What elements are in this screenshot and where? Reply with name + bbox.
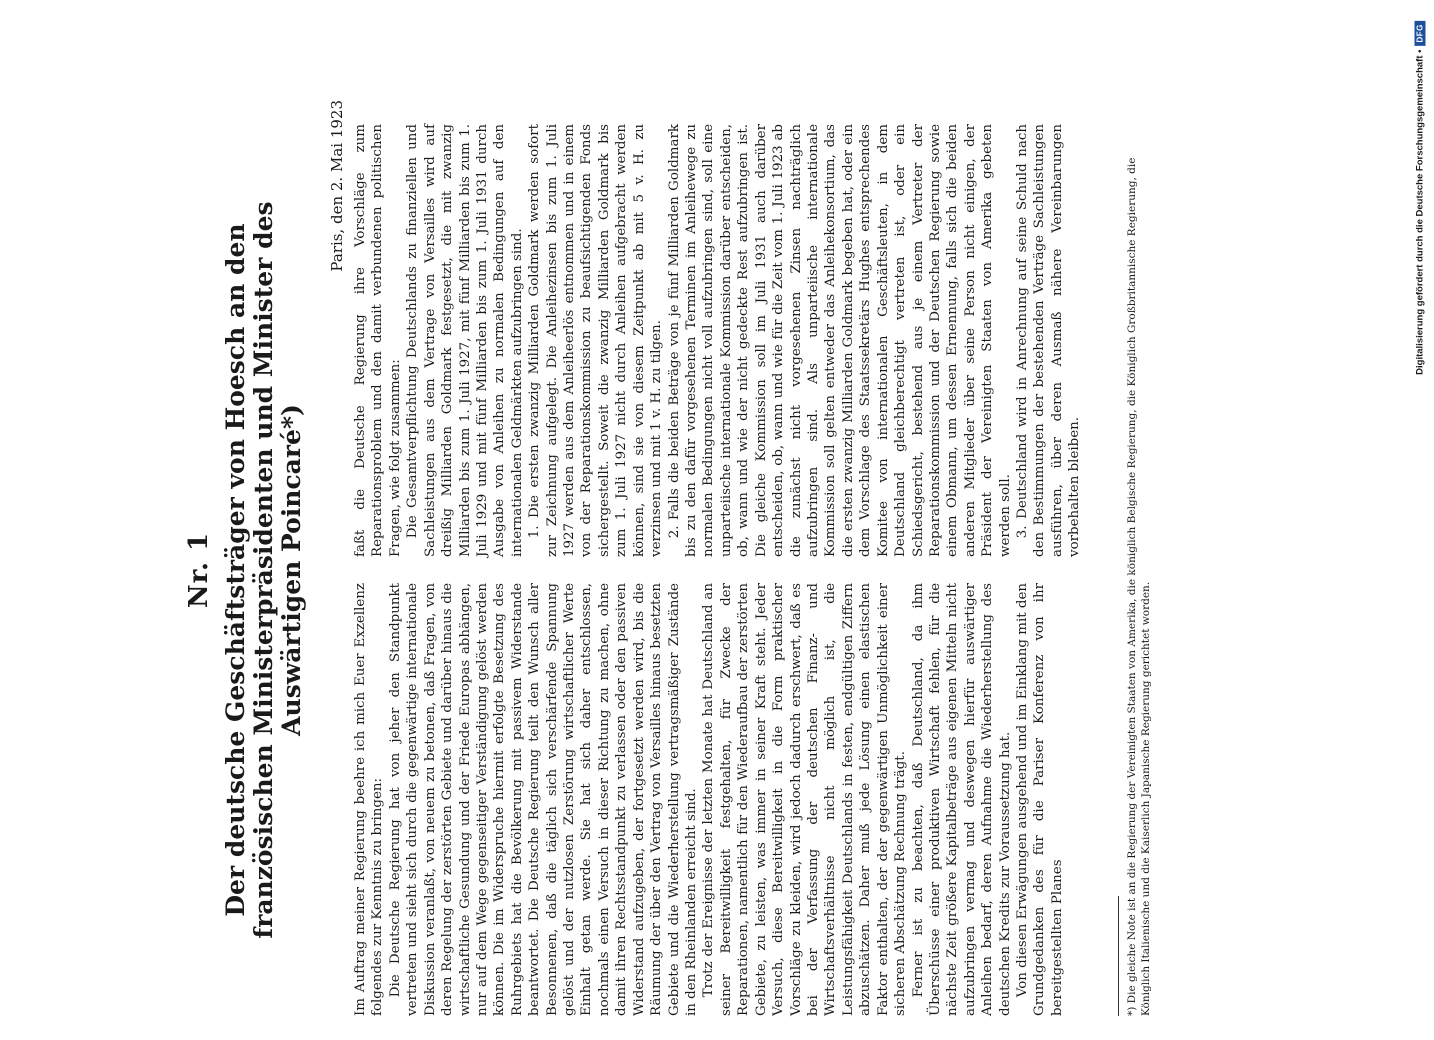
paragraph: Trotz der Ereignisse der letzten Monate hat Deutschland an seiner Bereitwilligkeit festgehalten, für Zwecke der Reparationen, namentlich für den Wiederaufbau der zerstörten Gebiete, zu leisten, was immer in seiner Kraft steht. Jeder Versuch, diese Bereitwilligkeit in die Form praktischer Vorschläge zu kleiden, wird jedoch dadurch erschwert, daß es bei der Verfassung der deutschen Finanz- und Wirtschaftsverhältnisse nicht möglich ist, die Leistungsfähigkeit Deutschlands in festen, endgültigen Ziffern abzuschätzen. Daher muß jede Lösung einen elastischen Faktor enthalten, der der gegenwärtigen Unmöglichkeit einer sicheren Abschätzung Rechnung trägt.	[701, 583, 909, 1016]
document-page	[184, 100, 1264, 1040]
dfg-notice-text: Digitalisierung gefördert durch die Deutsche Forschungsgemeinschaft •	[1414, 49, 1426, 375]
document-title: Der deutsche Geschäftsträger von Hoesch an den französischen Ministerpräsidenten und Minister des Auswärtigen Poincaré*)	[221, 201, 306, 939]
paragraph: 2. Falls die beiden Beträge von je fünf Milliarden Goldmark bis zu den dafür vorgesehenen Terminen im Anleihewege zu normalen Bedingungen nicht voll aufzubringen sind, soll eine unparteiische internationale Kommission darüber entscheiden, ob, wann und wie der nicht gedeckte Rest aufzubringen ist. Die gleiche Kommission soll im Juli 1931 auch darüber entscheiden, ob, wann und wie für die Zeit vom 1. Juli 1923 ab die zunächst nicht vorgesehenen Zinsen nachträglich aufzubringen sind. Als unparteiische internationale Kommission soll gelten entweder das Anleihekonsortium, das die ersten zwanzig Milliarden Goldmark begeben hat, oder ein dem Vorschlage des Staatssekretärs Hughes entsprechendes Komitee von internationalen Geschäftsleuten, in dem Deutschland gleichberechtigt vertreten ist, oder ein Schiedsgericht, bestehend aus je einem Vertreter der Reparationskommission und der Deutschen Regierung sowie einem Obmann, um dessen Ernennung, falls sich die beiden anderen Mitglieder über seine Person nicht einigen, der Präsident der Vereinigten Staaten von Amerika gebeten werden soll.	[666, 124, 1013, 557]
dfg-notice	[1408, 8, 1432, 388]
paragraph: 1. Die ersten zwanzig Milliarden Goldmark werden sofort zur Zeichnung aufgelegt. Die Anleihezinsen bis zum 1. Juli 1927 werden aus dem Anleiheerlös entnommen und in einem von der Reparationskommission zu beaufsichtigenden Fonds sichergestellt. Soweit die zwanzig Milliarden Goldmark bis zum 1. Juli 1927 nicht durch Anleihen aufgebracht werden können, sind sie von diesem Zeitpunkt ab mit 5 v. H. zu verzinsen und mit 1 v. H. zu tilgen.	[527, 124, 665, 557]
dfg-logo: DFG	[1415, 21, 1426, 45]
paragraph: Im Auftrag meiner Regierung beehre ich mich Euer Exzellenz folgendes zur Kenntnis zu bringen:	[353, 583, 386, 1016]
document-date: Paris, den 2. Mai 1923	[328, 100, 346, 272]
paragraph: 3. Deutschland wird in Anrechnung auf seine Schuld nach den Bestimmungen der bestehenden Verträge Sachleistungen ausführen, über deren Ausmaß nähere Vereinbarungen vorbehalten bleiben.	[1015, 124, 1083, 557]
paragraph: Ferner ist zu beachten, daß Deutschland, da ihm Überschüsse einer produktiven Wirtschaft fehlen, für die nächste Zeit größere Kapitalbeträge aus eigenen Mitteln nicht aufzubringen vermag und deswegen hierfür auswärtiger Anleihen bedarf, deren Aufnahme die Wiederherstellung des deutschen Kredits zur Voraussetzung hat.	[910, 583, 1013, 1016]
paragraph: Die Gesamtverpflichtung Deutschlands zu finanziellen und Sachleistungen aus dem Vertrage von Versailles wird auf dreißig Milliarden Goldmark festgesetzt, die mit zwanzig Milliarden bis zum 1. Juli 1927, mit fünf Milliarden bis zum 1. Juli 1929 und mit fünf Milliarden bis zum 1. Juli 1931 durch Ausgabe von Anleihen zu normalen Bedingungen auf den internationalen Geldmärkten aufzubringen sind.	[405, 124, 525, 557]
text-column-right	[352, 124, 1084, 557]
footnote: *) Die gleiche Note ist an die Regierung der Vereinigten Staaten von Amerika, die königlich Belgische Regierung, die Königlich Großbritannische Regierung, die Königlich Italienische und die Kaiserlich Japanische Regierung gerichtet worden.	[1125, 157, 1152, 1016]
paragraph: Von diesen Erwägungen ausgehend und im Einklang mit den Grundgedanken des für die Pariser Konferenz von ihr bereitgestellten Planes	[1015, 583, 1065, 1016]
text-column-left	[352, 583, 1084, 1016]
footnote-divider	[1118, 896, 1119, 1016]
document-number: Nr. 1	[184, 531, 214, 609]
paragraph: Die Deutsche Regierung hat von jeher den Standpunkt vertreten und sieht sich durch die gegenwärtige internationale Diskussion veranlaßt, von neuem zu betonen, daß Fragen, von deren Regelung der zerstörten Gebiete und darüber hinaus die wirtschaftliche Gesundung und der Friede Europas abhängen, nur auf dem Wege gegenseitiger Verständigung gelöst werden können. Die im Widerspruche hiermit erfolgte Besetzung des Ruhrgebiets hat die Bevölkerung mit passivem Widerstande beantwortet. Die Deutsche Regierung teilt den Wunsch aller Besonnenen, daß die täglich sich verschärfende Spannung gelöst und der nutzlosen Zerstörung wirtschaftlicher Werte Einhalt getan werde. Sie hat sich daher entschlossen, nochmals einen Versuch in dieser Richtung zu machen, ohne damit ihren Rechtsstandpunkt zu verlassen oder den passiven Widerstand aufzugeben, der fortgesetzt werden wird, bis die Räumung der über den Vertrag von Versailles hinaus besetzten Gebiete und die Wiederherstellung vertragsmäßiger Zustände in den Rheinlanden erreicht sind.	[387, 583, 700, 1016]
paragraph: faßt die Deutsche Regierung ihre Vorschläge zum Reparationsproblem und den damit verbundenen politischen Fragen, wie folgt zusammen:	[353, 124, 403, 557]
text-columns	[352, 100, 1084, 1040]
